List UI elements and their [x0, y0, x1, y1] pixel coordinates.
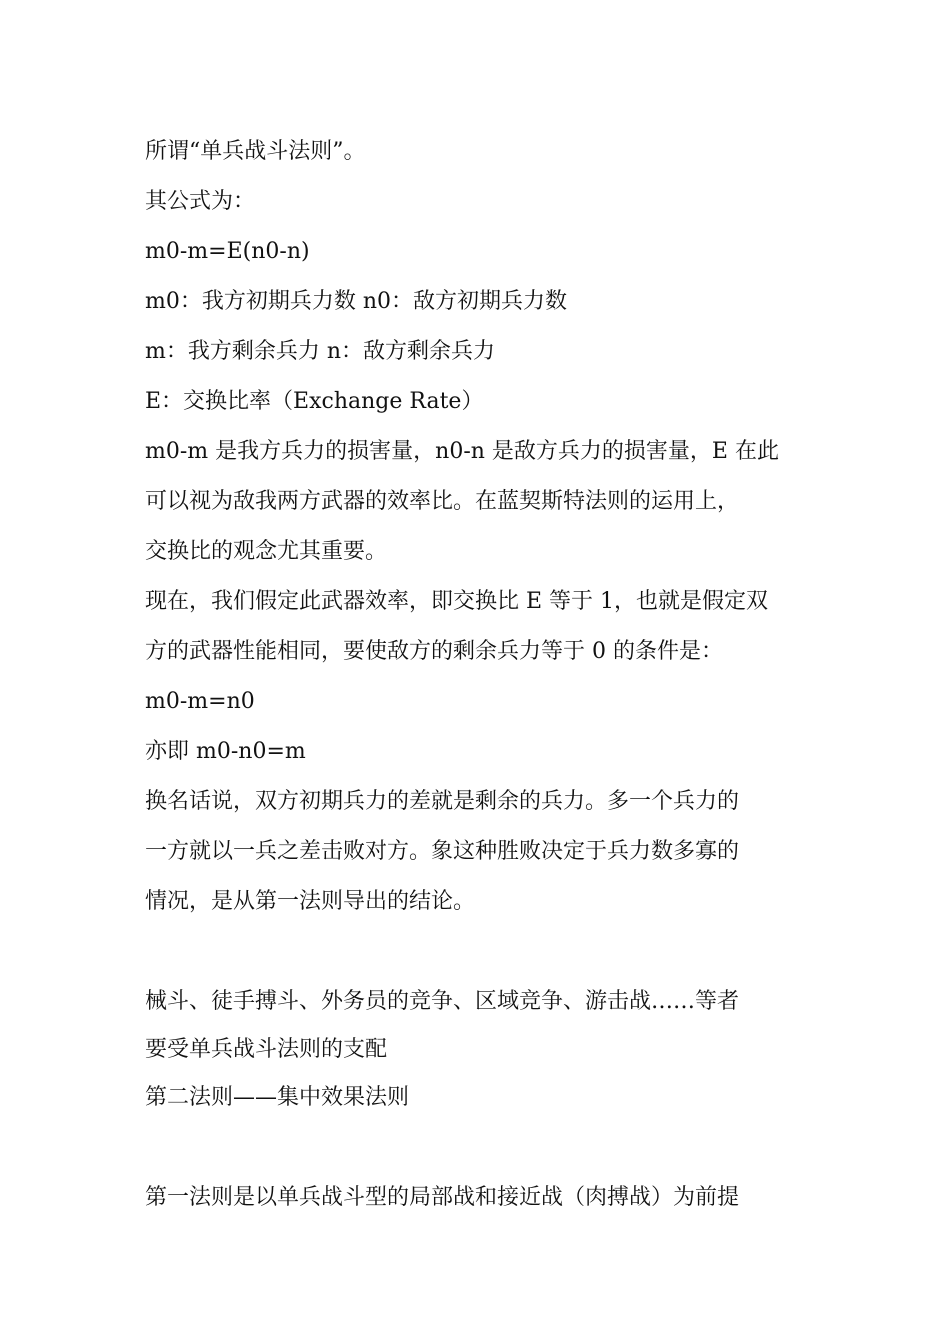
formula-line: m0-m=E(n0-n) [145, 239, 310, 264]
text-line: 现在，我们假定此武器效率，即交换比 E 等于 1，也就是假定双 [145, 589, 769, 614]
text-line: E：交换比率（Exchange Rate） [145, 389, 484, 414]
text-line: 要受单兵战斗法则的支配 [145, 1037, 388, 1062]
text-line: m0：我方初期兵力数 n0：敌方初期兵力数 [145, 289, 568, 314]
text-line: 其公式为： [145, 189, 256, 214]
text-line: 一方就以一兵之差击败对方。象这种胜败决定于兵力数多寡的 [145, 839, 740, 864]
text-line: 换名话说，双方初期兵力的差就是剩余的兵力。多一个兵力的 [145, 789, 740, 814]
text-line: 第一法则是以单兵战斗型的局部战和接近战（肉搏战）为前提 [145, 1185, 740, 1210]
text-line: 情况，是从第一法则导出的结论。 [145, 889, 476, 914]
text-line: 方的武器性能相同，要使敌方的剩余兵力等于 0 的条件是： [145, 639, 723, 664]
formula-line: m0-m=n0 [145, 689, 255, 714]
text-line: 亦即 m0-n0=m [145, 739, 306, 764]
text-line: 交换比的观念尤其重要。 [145, 539, 388, 564]
text-line: m0-m 是我方兵力的损害量，n0-n 是敌方兵力的损害量，E 在此 [145, 439, 779, 464]
text-line: 械斗、徒手搏斗、外务员的竞争、区域竞争、游击战……等者 [145, 989, 740, 1014]
text-line: 可以视为敌我两方武器的效率比。在蓝契斯特法则的运用上， [145, 489, 740, 514]
section-heading: 第二法则——集中效果法则 [145, 1085, 410, 1110]
text-line: m：我方剩余兵力 n：敌方剩余兵力 [145, 339, 496, 364]
text-line: 所谓“单兵战斗法则”。 [145, 139, 366, 164]
